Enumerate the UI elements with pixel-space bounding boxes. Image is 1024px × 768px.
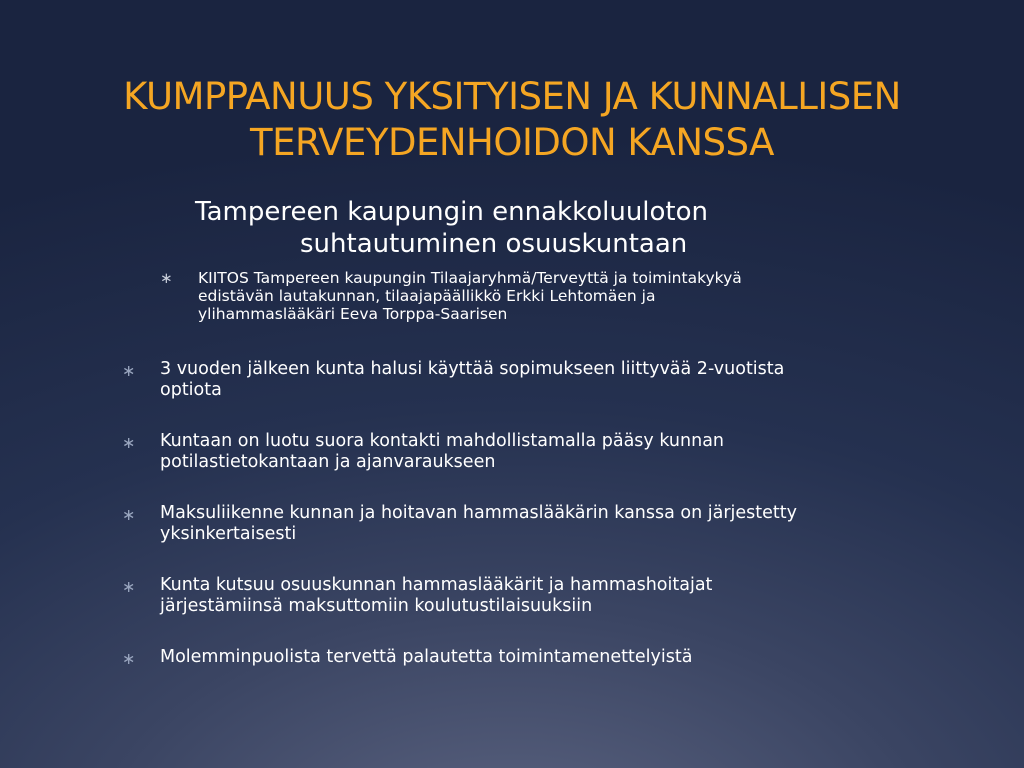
slide-title <box>60 74 964 166</box>
bullet-list <box>122 359 922 698</box>
bullet-line: yksinkertaisesti <box>160 524 297 544</box>
bullet-line: Maksuliikenne kunnan ja hoitavan hammaslääkärin kanssa on järjestetty <box>160 503 797 523</box>
bullet-item <box>122 503 922 545</box>
bullet-line: optiota <box>160 380 222 400</box>
bullet-line: Molemminpuolista tervettä palautetta toimintamenettelyistä <box>160 647 693 667</box>
subheading-line-1: Tampereen kaupungin ennakkoluuloton <box>195 197 709 227</box>
slide-title-line-1: KUMPPANUUS YKSITYISEN JA KUNNALLISEN <box>123 75 901 118</box>
bullet-line: järjestämiinsä maksuttomiin koulutustilaisuuksiin <box>160 596 593 616</box>
subheading <box>150 196 874 260</box>
thanks-line-3: ylihammaslääkäri Eeva Torppa-Saarisen <box>198 305 508 323</box>
thanks-sub-bullet <box>160 269 900 323</box>
thanks-line-2: edistävän lautakunnan, tilaajapäällikkö Erkki Lehtomäen ja <box>198 287 656 305</box>
bullet-item <box>122 359 922 401</box>
thanks-line-1: KIITOS Tampereen kaupungin Tilaajaryhmä/Terveyttä ja toimintakykyä <box>198 269 742 287</box>
bullet-line: 3 vuoden jälkeen kunta halusi käyttää sopimukseen liittyvää 2-vuotista <box>160 359 785 379</box>
bullet-asterisk-icon: ∗ <box>122 649 136 668</box>
bullet-asterisk-icon: ∗ <box>160 269 173 287</box>
bullet-line: Kunta kutsuu osuuskunnan hammaslääkärit ja hammashoitajat <box>160 575 713 595</box>
bullet-asterisk-icon: ∗ <box>122 577 136 596</box>
bullet-item <box>122 431 922 473</box>
bullet-asterisk-icon: ∗ <box>122 433 136 452</box>
bullet-item <box>122 575 922 617</box>
bullet-asterisk-icon: ∗ <box>122 505 136 524</box>
bullet-line: Kuntaan on luotu suora kontakti mahdollistamalla pääsy kunnan <box>160 431 725 451</box>
bullet-line: potilastietokantaan ja ajanvaraukseen <box>160 452 496 472</box>
subheading-line-2: suhtautuminen osuuskuntaan <box>300 229 688 259</box>
slide-title-line-2: TERVEYDENHOIDON KANSSA <box>250 121 774 164</box>
bullet-item <box>122 647 922 668</box>
bullet-asterisk-icon: ∗ <box>122 361 136 380</box>
